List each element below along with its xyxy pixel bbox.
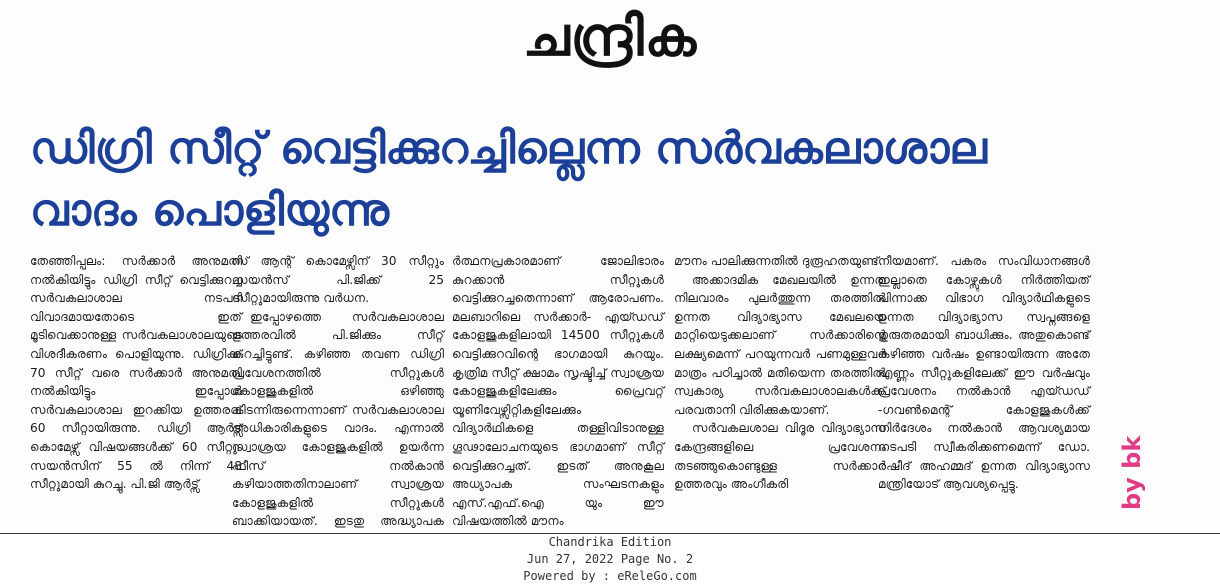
page-footer xyxy=(0,533,1220,586)
article-paragraph: അക്കാദമിക മേഖലയിൽ ഉന്നത നിലവാരം പുലർത്തുന്ന തരത്തിൽ ഉന്നത വിദ്യാഭ്യാസ മേഖലയെ മാറ്റിയെടുക്കലാണ് സർക്കാരിന്റെ ലക്ഷ്യമെന്ന് പറയുന്നവർ പണമുള്ളവർ മാത്രം പഠിച്ചാൽ മതിയെന്ന തരത്തിൽ സ്വകാര്യ സർവകലാശാലകൾക്ക് പരവതാനി വിരിക്കുകയാണ്. xyxy=(674,272,886,417)
article-paragraph: നീയമാണ്. പകരം സംവിധാനങ്ങൾ ഇല്ലാതെ കോഴ്സുകൾ നിർത്തിയത് പിന്നാക്ക വിഭാഗ വിദ്യാർഥികളുടെ ഉന്നത വിദ്യാഭ്യാസ സ്വപ്നങ്ങളെ ഗുരുതരമായി ബാധിക്കും. അതുകൊണ്ട് കഴിഞ്ഞ വർഷം ഉണ്ടായിരുന്ന അതേ എണ്ണം സീറ്റുകളിലേക്ക് ഈ വർഷവും പ്രവേശനം നൽകാൻ എയ്ഡഡ് -ഗവൺമെന്റ് കോളജുകൾക്ക് നിർദേശം നൽകാൻ ആവശ്യമായ നടപടി സ്വീകരിക്കണമെന്ന് ഡോ. റഷീദ് അഹമ്മദ് ഉന്നത വിദ്യാഭ്യാസ മന്ത്രിയോട് ആവശ്യപ്പെട്ടു. xyxy=(878,254,1090,492)
article-paragraph: മൗനം പാലിക്കുന്നതിൽ ദുരൂഹതയുണ്ട്. xyxy=(674,254,883,268)
side-brand-text: by bk xyxy=(1118,435,1146,510)
headline-line-2: വാദം പൊളിയുന്നു xyxy=(30,185,390,236)
masthead-logo: ചന്ദ്രിക xyxy=(522,5,698,68)
article-paragraph: ഇപ്പോഴത്തെ സർവകലാശാല ഉത്തരവിൽ പി.ജിക്കും സീറ്റ് കുറച്ചിട്ടുണ്ട്. കഴിഞ്ഞ തവണ ഡിഗ്രി പ്രവേശനത്തിൽ സീറ്റുകൾ കോളജുകളിൽ ഒഴിഞ്ഞു കിടന്നിരുന്നെന്നാണ് സർവകലാശാല അധികാരികളുടെ വാദം. എന്നാൽ സ്വാശ്രയ കോളജുകളിൽ ഉയർന്ന ഫീസ് നൽകാൻ കഴിയാത്തതിനാലാണ് സ്വാശ്രയ കോളജുകളിൽ സീറ്റുകൾ ബാക്കിയായത്. ഇടതു അദ്ധ്യാപക xyxy=(232,309,444,529)
footer-edition: Chandrika Edition xyxy=(548,535,672,549)
article-column-2 xyxy=(232,252,444,534)
article-paragraph: സർവകലശാല വിദൂര വിദ്യാഭ്യാസ കേന്ദ്രങ്ങളിലെ പ്രവേശനം തടഞ്ഞുകൊണ്ടുള്ള സർക്കാർ ഉത്തരവും അംഗീകരി xyxy=(674,421,886,492)
article-column-3 xyxy=(452,252,664,534)
footer-powered-by: Powered by : eReleGo.com xyxy=(523,569,697,583)
side-brand-label xyxy=(1112,435,1152,510)
article-paragraph: ർത്ഥനപ്രകാരമാണ് ജോലിഭാരം കുറക്കാൻ സീറ്റുകൾ വെട്ടിക്കുറച്ചതെന്നാണ് ആരോപണം. മലബാറിലെ സർക്കാർ- എയ്ഡഡ് കോളജുകളിലായി 14500 സീറ്റുകൾ വെട്ടിക്കുറവിന്റെ ഭാഗമായി കുറയും. കൃത്രിമ സീറ്റ് ക്ഷാമം സൃഷ്ടിച്ച് സ്വാശ്രയ കോളജുകളിലേക്കും പ്രൈവറ്റ് യൂണിവേഴ്സിറ്റികളിലേക്കും വിദ്യാർഥികളെ തള്ളിവിടാനുള്ള ഗൂഢാലോചനയുടെ ഭാഗമാണ് സീറ്റ് വെട്ടിക്കുറച്ചത്. ഇടത് അനുകൂല അധ്യാപക സംഘടനകളും എസ്.എഫ്.ഐ യും ഈ വിഷയത്തിൽ മൗനം xyxy=(452,254,664,529)
article-column-1 xyxy=(30,252,242,534)
article-column-4 xyxy=(674,252,886,534)
footer-date-page: Jun 27, 2022 Page No. 2 xyxy=(526,552,694,566)
article-paragraph: സ് ആന്റ് കൊമേഴ്സിന് 30 സീറ്റും സയൻസ് പി.ജിക്ക് 25 സീറ്റുമായിരുന്നു വർധന. xyxy=(232,254,444,306)
article-column-5 xyxy=(878,252,1090,534)
article-paragraph: തേഞ്ഞിപ്പലം: സർക്കാർ അനുമതി നൽകിയിട്ടും ഡിഗ്രി സീറ്റ് വെട്ടിക്കുറച്ച സർവകലാശാല നടപടി വിവാദമായതോടെ ഇത് മൂടിവെക്കാനുള്ള സർവകലാശാലയുടെ വിശദീകരണം പൊളിയുന്നു. ഡിഗ്രിക്ക് 70 സീറ്റ് വരെ സർക്കാർ അനുമതി നൽകിയിട്ടും ഇപ്പോൾ സർവകലാശാല ഇറക്കിയ ഉത്തരവ് 60 സീറ്റായിരുന്നു. ഡിഗ്രി ആർട്സ് കൊമേഴ്സ് വിഷയങ്ങൾക്ക് 60 സീറ്റും സയൻസിന് 55 ൽ നിന്ന് 48 സീറ്റുമായി കുറച്ചു. പി.ജി ആർട്സ് xyxy=(30,254,242,492)
headline xyxy=(30,118,1110,242)
headline-line-1: ഡിഗ്രി സീറ്റ് വെട്ടിക്കുറച്ചില്ലെന്ന സർവകലാശാല xyxy=(30,123,987,174)
